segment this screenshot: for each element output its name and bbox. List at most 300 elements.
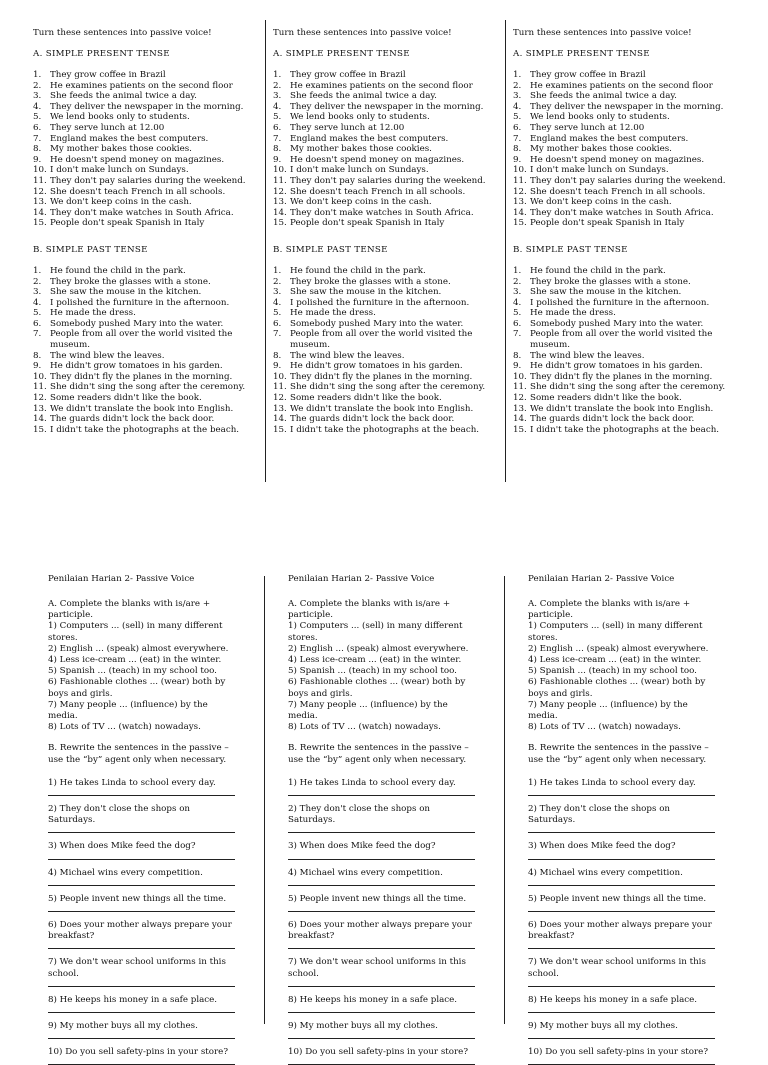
- item-sentence: He doesn't spend money on magazines.: [290, 154, 465, 165]
- column-divider: [265, 20, 266, 482]
- spacer: [513, 39, 745, 49]
- spacer: [33, 60, 265, 70]
- item-sentence: We lend books only to students.: [530, 112, 670, 123]
- answer-line: [528, 795, 715, 796]
- item-number: 7.: [513, 133, 522, 144]
- item-number: 1.: [513, 70, 522, 80]
- list-item: [513, 266, 745, 277]
- list-item: [513, 425, 745, 436]
- item-number: 5.: [513, 112, 522, 123]
- item-sentence: They don't pay salaries during the weekend.: [50, 175, 246, 186]
- list-item: [273, 144, 505, 155]
- item-sentence: The wind blew the leaves.: [50, 350, 165, 361]
- answer-line: [48, 795, 235, 796]
- rewrite-item: 6) Does your mother always prepare your breakfast?: [528, 920, 712, 942]
- list-item: [273, 155, 505, 166]
- item-number: 7.: [273, 133, 282, 144]
- answer-line: [288, 832, 475, 833]
- item-sentence: The guards didn't lock the back door.: [290, 414, 455, 425]
- exercise-list: [33, 266, 265, 436]
- blank-item: 2) English ... (speak) almost everywhere.: [48, 643, 229, 654]
- item-sentence: They don't pay salaries during the weekend.: [530, 175, 726, 186]
- list-item: [513, 287, 745, 298]
- item-sentence: They don't make watches in South Africa.: [50, 207, 234, 218]
- rewrite-item: 8) He keeps his money in a safe place.: [528, 994, 698, 1005]
- list-item: [33, 218, 265, 229]
- exercise-list: [273, 266, 505, 436]
- list-item: [33, 187, 265, 198]
- item-number: 6.: [33, 318, 42, 329]
- list-item: [273, 102, 505, 113]
- item-sentence: He made the dress.: [530, 308, 616, 319]
- item-number: 10.: [513, 371, 527, 382]
- blank-item: 7) Many people ... (influence) by the media.: [288, 699, 448, 722]
- answer-line: [528, 1038, 715, 1039]
- section-heading: B. SIMPLE PAST TENSE: [273, 244, 388, 255]
- item-number: 10.: [513, 165, 527, 176]
- part-a-heading: A. Complete the blanks with is/are + participle.: [48, 599, 211, 621]
- list-item: [33, 197, 265, 208]
- part-b-heading: B. Rewrite the sentences in the passive – use the “by” agent only when necessary.: [528, 743, 709, 765]
- item-sentence: He doesn't spend money on magazines.: [50, 154, 225, 165]
- item-sentence: I didn't take the photographs at the beach.: [50, 424, 240, 435]
- answer-line: [48, 986, 235, 987]
- item-sentence: They didn't fly the planes in the morning.: [530, 371, 713, 382]
- item-sentence: She doesn't teach French in all schools.: [530, 186, 706, 197]
- item-number: 11.: [273, 382, 287, 393]
- item-number: 3.: [33, 287, 42, 298]
- column-divider: [264, 576, 265, 1024]
- answer-line: [288, 885, 475, 886]
- item-sentence: He found the child in the park.: [50, 265, 186, 276]
- item-sentence: He examines patients on the second floor: [530, 80, 713, 91]
- item-number: 11.: [33, 382, 47, 393]
- blank-item: 8) Lots of TV ... (watch) nowadays.: [528, 722, 681, 733]
- item-sentence: They deliver the newspaper in the morning.: [290, 101, 484, 112]
- answer-line: [288, 1038, 475, 1039]
- list-item: [273, 91, 505, 102]
- item-number: 7.: [33, 329, 42, 340]
- item-number: 3.: [513, 91, 522, 102]
- item-sentence: We don't keep coins in the cash.: [290, 197, 432, 208]
- item-number: 2.: [33, 80, 42, 91]
- item-number: 10.: [33, 371, 47, 382]
- item-number: 1.: [33, 265, 42, 276]
- item-sentence: They don't pay salaries during the weekend.: [290, 175, 486, 186]
- list-item: [513, 351, 745, 362]
- item-sentence: They serve lunch at 12.00: [530, 122, 645, 133]
- item-number: 6.: [273, 318, 282, 329]
- list-item: [513, 91, 745, 102]
- rewrite-item: 7) We don't wear school uniforms in this school.: [528, 957, 706, 979]
- list-item: [513, 197, 745, 208]
- item-number: 7.: [273, 329, 282, 340]
- item-number: 8.: [513, 350, 522, 361]
- list-item: [33, 329, 265, 350]
- item-number: 12.: [33, 393, 47, 404]
- answer-line: [48, 1012, 235, 1013]
- item-sentence: He examines patients on the second floor: [50, 80, 233, 91]
- rewrite-item: 4) Michael wins every competition.: [288, 867, 443, 878]
- item-sentence: They don't make watches in South Africa.: [290, 207, 474, 218]
- item-sentence: They grow coffee in Brazil: [530, 70, 646, 80]
- item-sentence: England makes the best computers.: [50, 133, 209, 144]
- list-item: [33, 144, 265, 155]
- answer-line: [48, 885, 235, 886]
- list-item: [273, 187, 505, 198]
- list-item: [513, 361, 745, 372]
- item-sentence: We didn't translate the book into English.: [50, 403, 234, 414]
- item-number: 12.: [273, 186, 287, 197]
- list-item: [273, 425, 505, 436]
- item-number: 13.: [33, 403, 47, 414]
- spacer: [513, 256, 745, 266]
- spacer: [33, 39, 265, 49]
- item-number: 13.: [273, 197, 287, 208]
- blank-item: 4) Less ice-cream ... (eat) in the winter.: [288, 655, 462, 666]
- rewrite-item: 10) Do you sell safety-pins in your store?: [528, 1047, 708, 1058]
- list-item: [273, 329, 505, 350]
- item-sentence: He made the dress.: [50, 308, 136, 319]
- item-sentence: They didn't fly the planes in the morning.: [290, 371, 473, 382]
- spacer: [33, 256, 265, 266]
- list-item: [273, 404, 505, 415]
- part-a-heading: A. Complete the blanks with is/are + participle.: [288, 599, 451, 621]
- item-sentence: People don't speak Spanish in Italy: [530, 218, 685, 229]
- item-number: 12.: [33, 186, 47, 197]
- blank-item: 4) Less ice-cream ... (eat) in the winter.: [48, 655, 222, 666]
- section-heading: A. SIMPLE PRESENT TENSE: [33, 49, 170, 59]
- item-sentence: He didn't grow tomatoes in his garden.: [530, 361, 703, 372]
- item-sentence: People don't speak Spanish in Italy: [50, 218, 205, 229]
- list-item: [273, 393, 505, 404]
- rewrite-item: 7) We don't wear school uniforms in this school.: [288, 957, 466, 979]
- item-sentence: I didn't take the photographs at the beach.: [290, 424, 480, 435]
- exercise-list: [513, 70, 745, 229]
- answer-line: [48, 911, 235, 912]
- list-item: [513, 393, 745, 404]
- item-number: 9.: [273, 154, 282, 165]
- list-item: [33, 287, 265, 298]
- list-item: [513, 372, 745, 383]
- item-number: 3.: [273, 91, 282, 102]
- list-item: [33, 382, 265, 393]
- item-sentence: They don't make watches in South Africa.: [530, 207, 714, 218]
- list-item: [33, 404, 265, 415]
- blank-item: 8) Lots of TV ... (watch) nowadays.: [288, 722, 441, 733]
- quiz-title: Penilaian Harian 2- Passive Voice: [48, 574, 195, 584]
- instruction: Turn these sentences into passive voice!: [273, 28, 452, 38]
- item-sentence: We didn't translate the book into English.: [290, 403, 474, 414]
- blank-item: 7) Many people ... (influence) by the media.: [48, 699, 208, 722]
- list-item: [513, 134, 745, 145]
- list-item: [33, 298, 265, 309]
- item-sentence: We lend books only to students.: [290, 112, 430, 123]
- item-sentence: They serve lunch at 12.00: [290, 122, 405, 133]
- column-divider: [504, 576, 505, 1024]
- item-sentence: I don't make lunch on Sundays.: [290, 165, 429, 176]
- blank-item: 1) Computers ... (sell) in many different stores.: [288, 621, 463, 643]
- item-number: 5.: [273, 112, 282, 123]
- item-sentence: She saw the mouse in the kitchen.: [530, 287, 682, 298]
- item-number: 4.: [513, 101, 522, 112]
- item-sentence: My mother bakes those cookies.: [50, 144, 192, 155]
- rewrite-item: 9) My mother buys all my clothes.: [528, 1021, 678, 1032]
- item-sentence: She feeds the animal twice a day.: [50, 91, 197, 102]
- item-sentence: People don't speak Spanish in Italy: [290, 218, 445, 229]
- list-item: [513, 277, 745, 288]
- quiz-title: Penilaian Harian 2- Passive Voice: [288, 574, 435, 584]
- list-item: [273, 123, 505, 134]
- list-item: [273, 287, 505, 298]
- item-sentence: They broke the glasses with a stone.: [50, 276, 211, 287]
- rewrite-item: 4) Michael wins every competition.: [528, 867, 683, 878]
- instruction: Turn these sentences into passive voice!: [33, 28, 212, 38]
- rewrite-item: 1) He takes Linda to school every day.: [48, 777, 216, 788]
- item-number: 11.: [273, 175, 287, 186]
- item-sentence: The wind blew the leaves.: [530, 350, 645, 361]
- list-item: [33, 176, 265, 187]
- item-number: 10.: [273, 371, 287, 382]
- quiz-column-2: [270, 574, 475, 1065]
- list-item: [273, 308, 505, 319]
- list-item: [33, 102, 265, 113]
- spacer: [270, 733, 475, 743]
- spacer: [510, 733, 715, 743]
- list-item: [273, 176, 505, 187]
- list-item: [513, 308, 745, 319]
- item-sentence: We don't keep coins in the cash.: [530, 197, 672, 208]
- rewrite-item: 5) People invent new things all the time.: [288, 893, 467, 904]
- item-sentence: She didn't sing the song after the ceremony.: [530, 382, 726, 393]
- list-item: [273, 414, 505, 425]
- spacer: [273, 256, 505, 266]
- item-number: 9.: [33, 361, 42, 372]
- rewrite-item: 2) They don't close the shops on Saturdays.: [48, 804, 191, 826]
- item-number: 6.: [33, 122, 42, 133]
- item-number: 5.: [33, 112, 42, 123]
- item-number: 15.: [513, 424, 527, 435]
- item-number: 13.: [33, 197, 47, 208]
- item-sentence: They didn't fly the planes in the morning.: [50, 371, 233, 382]
- rewrite-item: 1) He takes Linda to school every day.: [288, 777, 456, 788]
- item-number: 9.: [513, 154, 522, 165]
- answer-line: [528, 832, 715, 833]
- rewrite-item: 2) They don't close the shops on Saturdays.: [288, 804, 431, 826]
- item-number: 14.: [273, 207, 287, 218]
- list-item: [273, 319, 505, 330]
- answer-line: [528, 986, 715, 987]
- spacer: [273, 39, 505, 49]
- item-sentence: They serve lunch at 12.00: [50, 122, 165, 133]
- item-number: 12.: [273, 393, 287, 404]
- list-item: [273, 266, 505, 277]
- item-sentence: Somebody pushed Mary into the water.: [290, 318, 464, 329]
- answer-line: [288, 911, 475, 912]
- item-number: 8.: [513, 144, 522, 155]
- item-sentence: I don't make lunch on Sundays.: [530, 165, 669, 176]
- item-number: 13.: [273, 403, 287, 414]
- item-number: 4.: [273, 101, 282, 112]
- list-item: [513, 112, 745, 123]
- top-column-1: [33, 28, 265, 435]
- item-sentence: England makes the best computers.: [530, 133, 689, 144]
- list-item: [513, 81, 745, 92]
- item-number: 1.: [33, 70, 42, 80]
- list-item: [33, 208, 265, 219]
- instruction: Turn these sentences into passive voice!: [513, 28, 692, 38]
- item-sentence: She didn't sing the song after the ceremony.: [290, 382, 486, 393]
- list-item: [33, 155, 265, 166]
- item-number: 2.: [273, 80, 282, 91]
- list-item: [273, 70, 505, 81]
- list-item: [273, 134, 505, 145]
- item-sentence: My mother bakes those cookies.: [290, 144, 432, 155]
- item-number: 9.: [513, 361, 522, 372]
- item-number: 4.: [273, 297, 282, 308]
- item-sentence: He examines patients on the second floor: [290, 80, 473, 91]
- part-a-heading: A. Complete the blanks with is/are + participle.: [528, 599, 691, 621]
- item-sentence: They grow coffee in Brazil: [50, 70, 166, 80]
- list-item: [33, 165, 265, 176]
- item-sentence: People from all over the world visited the museum.: [50, 329, 233, 351]
- answer-line: [288, 986, 475, 987]
- blank-item: 5) Spanish ... (teach) in my school too.: [528, 666, 697, 677]
- item-sentence: Some readers didn't like the book.: [50, 393, 202, 404]
- item-sentence: She feeds the animal twice a day.: [290, 91, 437, 102]
- rewrite-item: 5) People invent new things all the time.: [528, 893, 707, 904]
- item-sentence: We don't keep coins in the cash.: [50, 197, 192, 208]
- part-b-heading: B. Rewrite the sentences in the passive – use the “by” agent only when necessary.: [288, 743, 469, 765]
- blank-item: 5) Spanish ... (teach) in my school too.: [288, 666, 457, 677]
- list-item: [513, 404, 745, 415]
- item-sentence: They deliver the newspaper in the morning.: [50, 101, 244, 112]
- item-number: 6.: [273, 122, 282, 133]
- answer-line: [288, 1012, 475, 1013]
- list-item: [513, 70, 745, 81]
- item-sentence: He found the child in the park.: [290, 265, 426, 276]
- list-item: [513, 123, 745, 134]
- list-item: [33, 266, 265, 277]
- item-number: 8.: [33, 144, 42, 155]
- item-number: 15.: [513, 218, 527, 229]
- column-divider: [505, 20, 506, 482]
- item-number: 4.: [33, 297, 42, 308]
- rewrite-item: 7) We don't wear school uniforms in this school.: [48, 957, 226, 979]
- list-item: [33, 319, 265, 330]
- list-item: [33, 277, 265, 288]
- item-sentence: They grow coffee in Brazil: [290, 70, 406, 80]
- item-sentence: He didn't grow tomatoes in his garden.: [50, 361, 223, 372]
- answer-line: [288, 859, 475, 860]
- list-item: [33, 372, 265, 383]
- rewrite-item: 2) They don't close the shops on Saturdays.: [528, 804, 671, 826]
- item-sentence: We didn't translate the book into English.: [530, 403, 714, 414]
- item-number: 6.: [513, 122, 522, 133]
- rewrite-item: 6) Does your mother always prepare your breakfast?: [48, 920, 232, 942]
- item-number: 14.: [273, 414, 287, 425]
- item-number: 8.: [273, 144, 282, 155]
- item-number: 4.: [33, 101, 42, 112]
- rewrite-item: 9) My mother buys all my clothes.: [288, 1021, 438, 1032]
- list-item: [273, 197, 505, 208]
- item-sentence: He didn't grow tomatoes in his garden.: [290, 361, 463, 372]
- answer-line: [288, 795, 475, 796]
- list-item: [33, 70, 265, 81]
- list-item: [513, 208, 745, 219]
- list-item: [513, 187, 745, 198]
- item-number: 14.: [33, 207, 47, 218]
- section-heading: A. SIMPLE PRESENT TENSE: [273, 49, 410, 59]
- answer-line: [288, 948, 475, 949]
- rewrite-item: 8) He keeps his money in a safe place.: [48, 994, 218, 1005]
- item-sentence: Somebody pushed Mary into the water.: [530, 318, 704, 329]
- item-number: 8.: [33, 350, 42, 361]
- item-sentence: My mother bakes those cookies.: [530, 144, 672, 155]
- item-number: 1.: [273, 70, 282, 80]
- list-item: [273, 277, 505, 288]
- item-number: 5.: [33, 308, 42, 319]
- item-number: 5.: [273, 308, 282, 319]
- section-heading: A. SIMPLE PRESENT TENSE: [513, 49, 650, 59]
- list-item: [33, 393, 265, 404]
- list-item: [273, 361, 505, 372]
- item-sentence: Some readers didn't like the book.: [290, 393, 442, 404]
- rewrite-item: 3) When does Mike feed the dog?: [528, 841, 676, 852]
- item-number: 6.: [513, 318, 522, 329]
- item-number: 10.: [273, 165, 287, 176]
- item-sentence: People from all over the world visited the museum.: [290, 329, 473, 351]
- exercise-list: [33, 70, 265, 229]
- list-item: [33, 414, 265, 425]
- list-item: [273, 208, 505, 219]
- item-number: 8.: [273, 350, 282, 361]
- part-b-heading: B. Rewrite the sentences in the passive – use the “by” agent only when necessary.: [48, 743, 229, 765]
- item-number: 11.: [513, 382, 527, 393]
- blank-item: 8) Lots of TV ... (watch) nowadays.: [48, 722, 201, 733]
- spacer: [513, 229, 745, 245]
- list-item: [513, 218, 745, 229]
- list-item: [513, 414, 745, 425]
- blank-item: 6) Fashionable clothes ... (wear) both by boys and girls.: [528, 677, 706, 699]
- item-number: 15.: [273, 424, 287, 435]
- rewrite-item: 10) Do you sell safety-pins in your store?: [48, 1047, 228, 1058]
- blank-item: 1) Computers ... (sell) in many different stores.: [48, 621, 223, 643]
- spacer: [513, 60, 745, 70]
- item-number: 7.: [513, 329, 522, 340]
- list-item: [273, 81, 505, 92]
- list-item: [33, 81, 265, 92]
- item-number: 13.: [513, 197, 527, 208]
- top-column-2: [273, 28, 505, 435]
- list-item: [273, 165, 505, 176]
- answer-line: [528, 885, 715, 886]
- rewrite-item: 3) When does Mike feed the dog?: [288, 841, 436, 852]
- list-item: [513, 144, 745, 155]
- list-item: [513, 329, 745, 350]
- item-sentence: The guards didn't lock the back door.: [50, 414, 215, 425]
- list-item: [273, 372, 505, 383]
- blank-item: 2) English ... (speak) almost everywhere.: [288, 643, 469, 654]
- item-number: 3.: [33, 91, 42, 102]
- rewrite-item: 6) Does your mother always prepare your breakfast?: [288, 920, 472, 942]
- answer-line: [48, 859, 235, 860]
- item-number: 15.: [273, 218, 287, 229]
- item-number: 14.: [513, 414, 527, 425]
- blank-item: 1) Computers ... (sell) in many different stores.: [528, 621, 703, 643]
- item-sentence: I didn't take the photographs at the beach.: [530, 424, 720, 435]
- list-item: [513, 155, 745, 166]
